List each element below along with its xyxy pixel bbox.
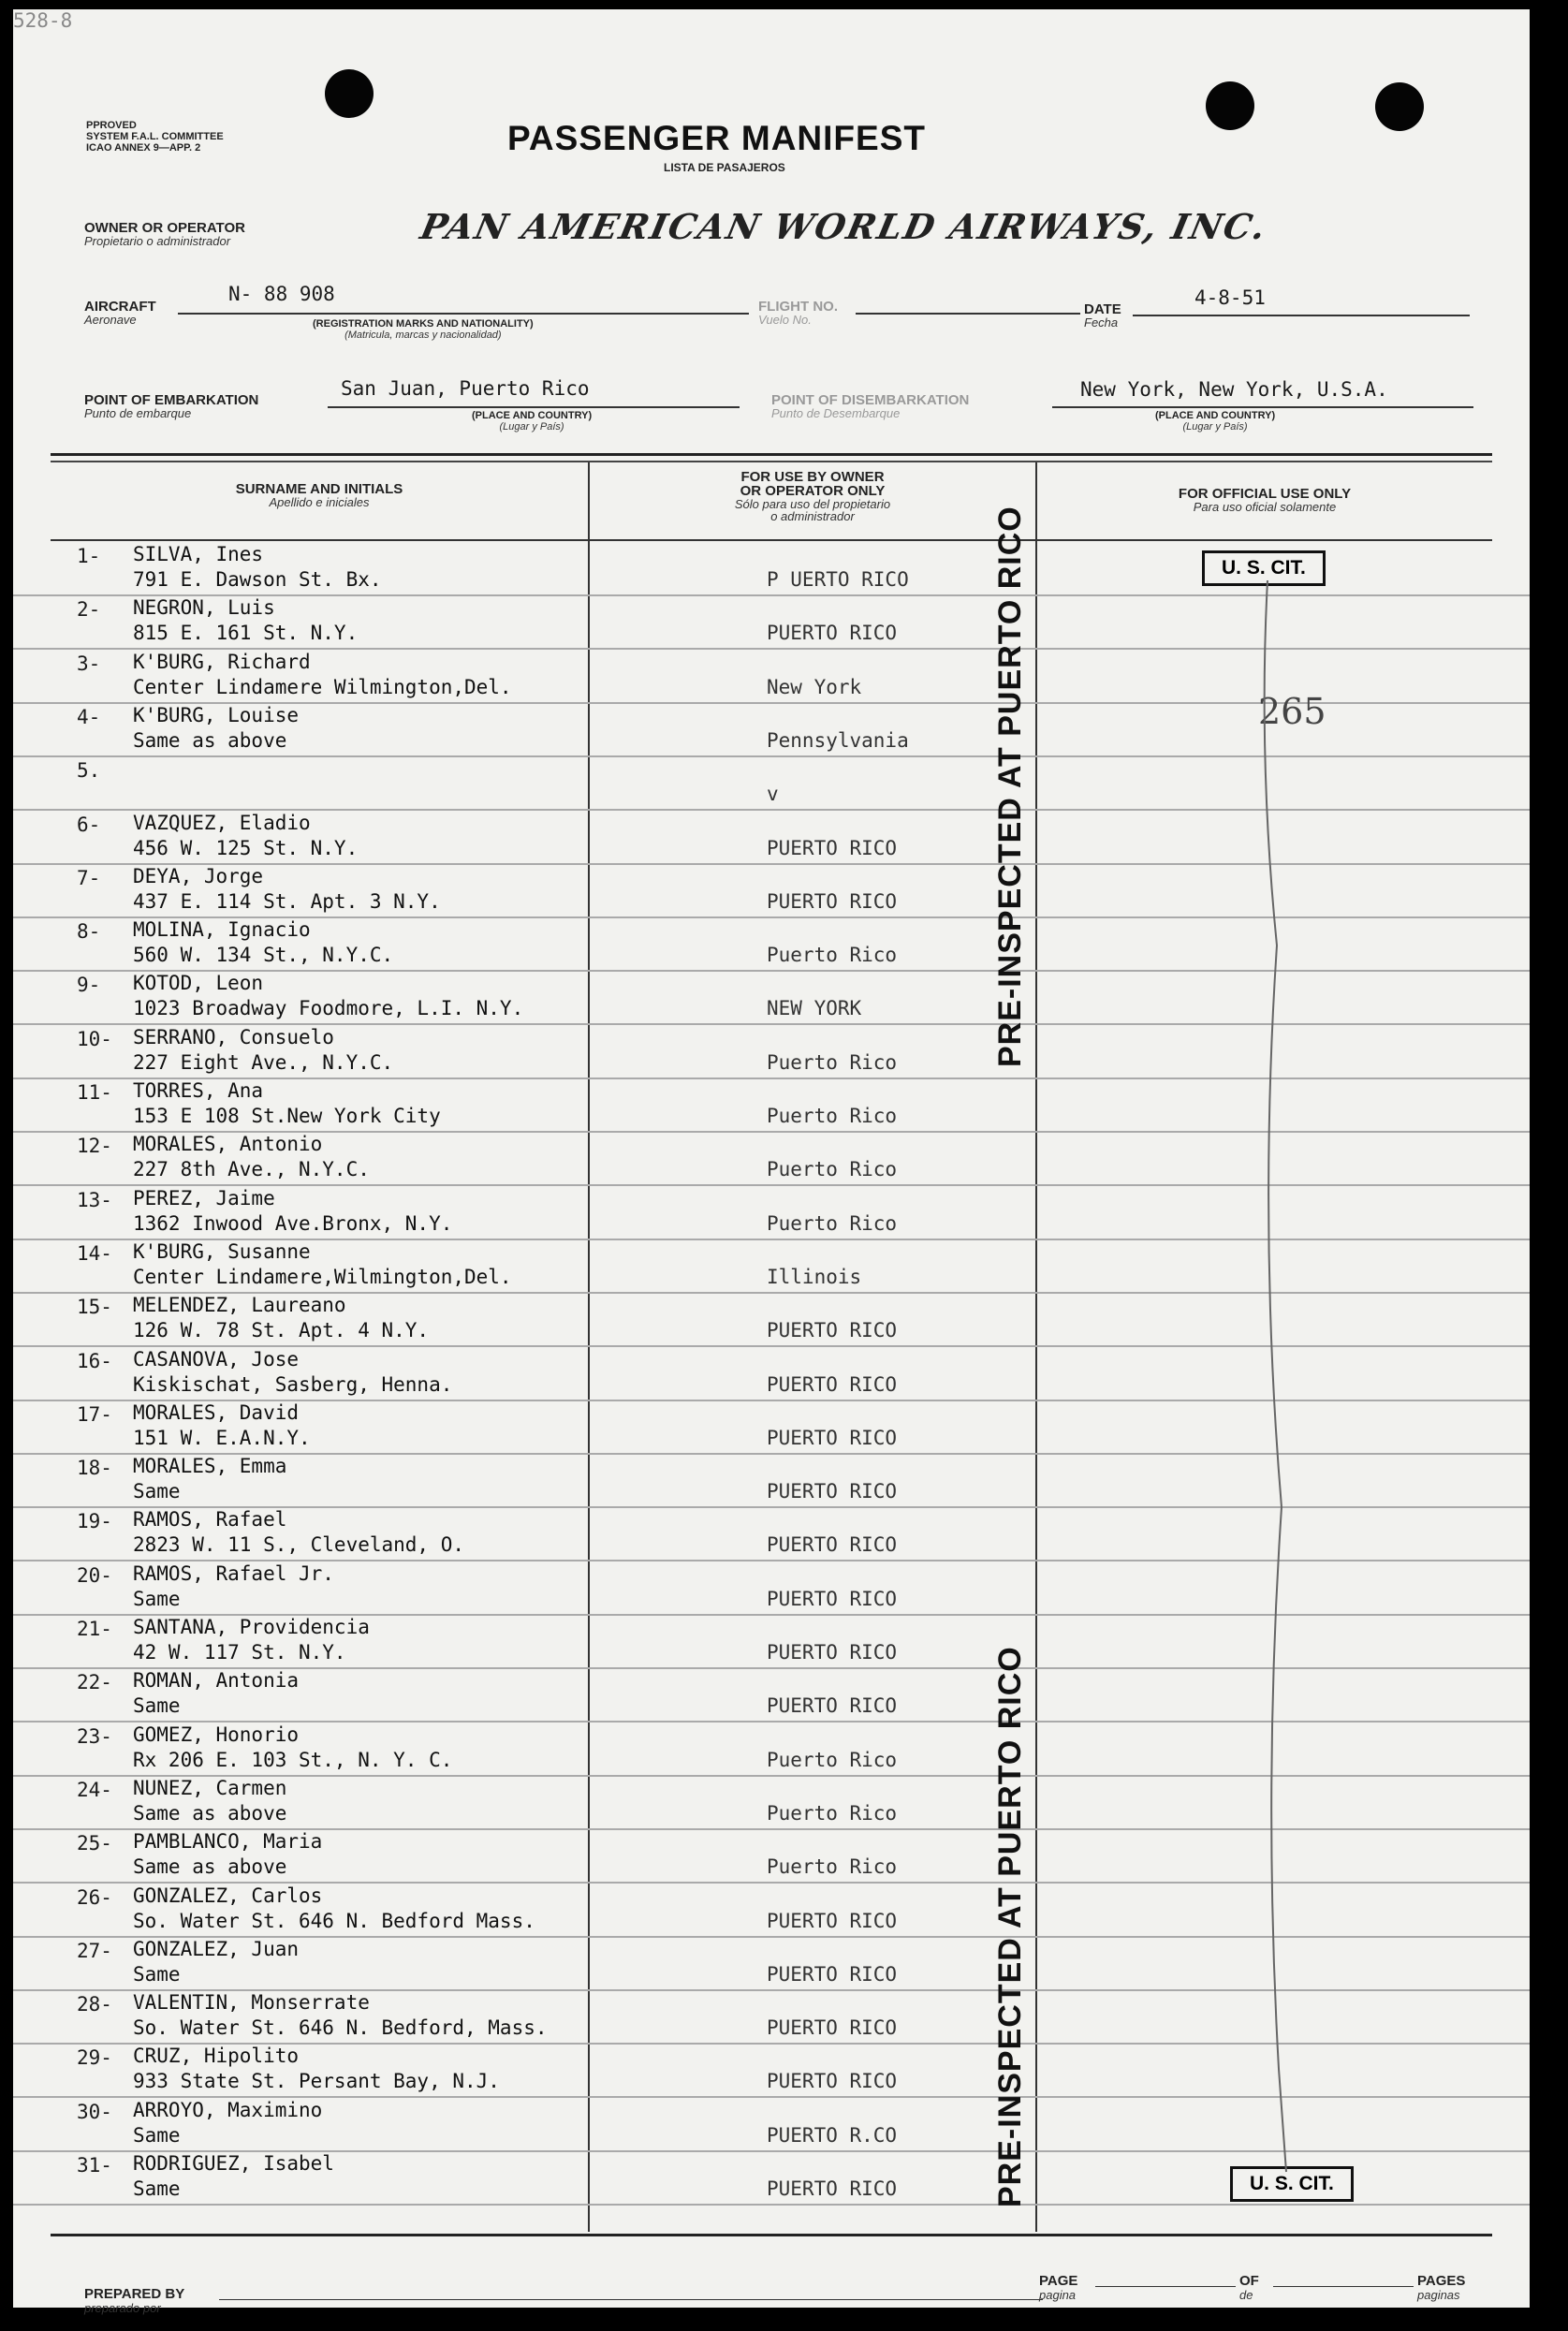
disembark-place-label: (PLACE AND COUNTRY) [1155, 410, 1276, 421]
col3-title: FOR OFFICIAL USE ONLY [1178, 486, 1352, 502]
owner-label: OWNER OR OPERATOR [84, 220, 245, 236]
passenger-name: CRUZ, Hipolito [133, 2045, 300, 2068]
passenger-number: 28- [77, 1993, 112, 2016]
page-title: PASSENGER MANIFEST [507, 119, 926, 157]
passenger-citizenship: New York [767, 675, 862, 698]
col2-header [590, 470, 1035, 522]
page-label-block [1039, 2273, 1077, 2301]
passenger-number: 23- [77, 1724, 112, 1748]
passenger-citizenship: PUERTO R.CO [767, 2123, 898, 2147]
embark-label-block [84, 393, 258, 419]
passenger-address: 2823 W. 11 S., Cleveland, O. [133, 1533, 465, 1557]
passenger-number: 19- [77, 1510, 112, 1533]
passenger-citizenship: Pennsylvania [767, 728, 909, 752]
passenger-number: 8- [77, 920, 101, 944]
date-label-es: Fecha [1084, 315, 1119, 330]
disembark-underline [1052, 406, 1473, 408]
passenger-citizenship: Puerto Rico [767, 1105, 898, 1127]
passenger-name: MELENDEZ, Laureano [133, 1294, 346, 1317]
passenger-address: Same as above [133, 728, 287, 752]
passenger-citizenship: PUERTO RICO [767, 2070, 898, 2093]
passenger-number: 22- [77, 1671, 112, 1694]
passenger-name: NEGRON, Luis [133, 596, 275, 620]
passenger-address: 560 W. 134 St., N.Y.C. [133, 944, 394, 967]
passenger-number: 18- [77, 1457, 112, 1480]
passenger-number: 29- [77, 2046, 112, 2070]
aircraft-value: N- 88 908 [228, 283, 335, 305]
punch-hole-right [1375, 82, 1424, 131]
passenger-address: Rx 206 E. 103 St., N. Y. C. [133, 1748, 453, 1771]
table-top-rule-2 [51, 461, 1492, 462]
date-underline [1133, 315, 1470, 316]
passenger-address: 153 E 108 St.New York City [133, 1105, 441, 1127]
passenger-number: 26- [77, 1885, 112, 1909]
passenger-citizenship: PUERTO RICO [767, 1372, 898, 1396]
passenger-name: NUNEZ, Carmen [133, 1776, 287, 1799]
passenger-name: MOLINA, Ignacio [133, 918, 311, 942]
passenger-number: 31- [77, 2154, 112, 2177]
table-bottom-rule [51, 2234, 1492, 2236]
passenger-name: ARROYO, Maximino [133, 2098, 323, 2121]
passenger-address: 151 W. E.A.N.Y. [133, 1426, 311, 1449]
passenger-citizenship: Puerto Rico [767, 1158, 898, 1181]
of-label: OF [1239, 2273, 1259, 2289]
passenger-name: K'BURG, Louise [133, 703, 300, 726]
passenger-address: Center Lindamere,Wilmington,Del. [133, 1265, 512, 1288]
table-top-rule [51, 453, 1492, 456]
approval-line-3: ICAO ANNEX 9—APP. 2 [86, 142, 201, 154]
passenger-address: 791 E. Dawson St. Bx. [133, 568, 382, 591]
passenger-address: 456 W. 125 St. N.Y. [133, 836, 359, 859]
passenger-name: TORRES, Ana [133, 1079, 264, 1102]
col2-title-es-2: o administrador [770, 509, 855, 523]
col1-header [51, 482, 588, 508]
passenger-address: Same [133, 2177, 181, 2200]
pre-inspected-stamp-bottom: PRE-INSPECTED AT PUERTO RICO [992, 1646, 1028, 2207]
pages-label-es: paginas [1417, 2288, 1460, 2302]
pre-inspected-stamp-top: PRE-INSPECTED AT PUERTO RICO [992, 506, 1028, 1067]
page-underline [1095, 2286, 1236, 2287]
col3-title-es: Para uso oficial solamente [1193, 500, 1337, 514]
disembark-place-block [1155, 410, 1275, 432]
approval-line-1: PPROVED [86, 120, 137, 131]
passenger-number: 15- [77, 1296, 112, 1319]
passenger-citizenship: PUERTO RICO [767, 622, 898, 645]
pages-label-block [1417, 2273, 1465, 2301]
passenger-name: SERRANO, Consuelo [133, 1025, 334, 1048]
of-underline [1273, 2286, 1414, 2287]
owner-value: PAN AMERICAN WORLD AIRWAYS, INC. [417, 206, 1271, 247]
passenger-citizenship: PUERTO RICO [767, 2016, 898, 2040]
approval-line-2: SYSTEM F.A.L. COMMITTEE [86, 131, 224, 142]
page-label: PAGE [1039, 2273, 1078, 2289]
passenger-name: GONZALEZ, Juan [133, 1937, 300, 1960]
passenger-citizenship: Puerto Rico [767, 1748, 898, 1771]
passenger-citizenship: PUERTO RICO [767, 1962, 898, 1986]
flight-label-block [758, 300, 838, 326]
passenger-citizenship: Puerto Rico [767, 1211, 898, 1235]
passenger-address: 1023 Broadway Foodmore, L.I. N.Y. [133, 997, 524, 1020]
passenger-address: 933 State St. Persant Bay, N.J. [133, 2070, 500, 2093]
passenger-address: 1362 Inwood Ave.Bronx, N.Y. [133, 1211, 453, 1235]
disembark-value: New York, New York, U.S.A. [1080, 378, 1388, 401]
passenger-number: 30- [77, 2100, 112, 2123]
handwritten-number: 265 [1258, 691, 1326, 732]
passenger-citizenship: PUERTO RICO [767, 1909, 898, 1932]
passenger-name: VALENTIN, Monserrate [133, 1991, 370, 2015]
passenger-number: 6- [77, 813, 101, 836]
passenger-number: 11- [77, 1081, 112, 1104]
passenger-name: PAMBLANCO, Maria [133, 1830, 323, 1854]
passenger-citizenship: Puerto Rico [767, 944, 898, 967]
prepared-by-label: PREPARED BY [84, 2286, 185, 2302]
passenger-citizenship: PUERTO RICO [767, 836, 898, 859]
passenger-citizenship: v [767, 783, 779, 806]
passenger-citizenship: Puerto Rico [767, 1050, 898, 1074]
owner-label-es: Propietario o administrador [84, 234, 231, 248]
passenger-number: 13- [77, 1188, 112, 1211]
flight-label: FLIGHT NO. [758, 299, 838, 315]
passenger-address: 42 W. 117 St. N.Y. [133, 1641, 346, 1664]
date-label: DATE [1084, 301, 1121, 317]
passenger-address: Same [133, 1694, 181, 1718]
passenger-citizenship: NEW YORK [767, 997, 862, 1020]
passenger-name: SILVA, Ines [133, 543, 264, 565]
passenger-number: 25- [77, 1832, 112, 1855]
col2-title-1: FOR USE BY OWNER [740, 469, 885, 485]
passenger-number: 10- [77, 1027, 112, 1050]
passenger-citizenship: PUERTO RICO [767, 1641, 898, 1664]
passenger-address: So. Water St. 646 N. Bedford, Mass. [133, 2016, 548, 2040]
passenger-number: 2- [77, 598, 101, 622]
col2-title-es-1: Sólo para uso del propietario [734, 497, 891, 511]
flight-underline [856, 313, 1080, 315]
passenger-number: 24- [77, 1778, 112, 1801]
col2-title-2: OR OPERATOR ONLY [740, 483, 886, 499]
passenger-number: 1- [77, 545, 101, 567]
passenger-citizenship: PUERTO RICO [767, 1694, 898, 1718]
us-cit-stamp-bottom: U. S. CIT. [1230, 2166, 1354, 2202]
aircraft-label-block [84, 300, 156, 326]
passenger-citizenship: P UERTO RICO [767, 568, 909, 591]
passenger-number: 5. [77, 759, 101, 783]
handwritten-bracket-line [1230, 571, 1305, 2181]
passenger-number: 20- [77, 1563, 112, 1587]
embark-place-block [472, 410, 592, 432]
passenger-address: Same [133, 1587, 181, 1610]
passenger-number: 3- [77, 652, 101, 675]
registration-label: (REGISTRATION MARKS AND NATIONALITY) [313, 318, 534, 330]
passenger-name: MORALES, Emma [133, 1455, 287, 1478]
passenger-number: 14- [77, 1241, 112, 1265]
passenger-address: Same [133, 2123, 181, 2147]
of-label-block [1239, 2273, 1259, 2301]
passenger-address: 815 E. 161 St. N.Y. [133, 622, 359, 645]
passenger-citizenship: PUERTO RICO [767, 889, 898, 913]
passenger-number: 4- [77, 705, 101, 728]
embark-label-es: Punto de embarque [84, 406, 192, 420]
embark-value: San Juan, Puerto Rico [341, 377, 590, 400]
disembark-place-label-es: (Lugar y País) [1182, 421, 1248, 432]
passenger-name: KOTOD, Leon [133, 972, 264, 995]
passenger-name: ROMAN, Antonia [133, 1669, 300, 1693]
passenger-address: 437 E. 114 St. Apt. 3 N.Y. [133, 889, 441, 913]
disembark-label: POINT OF DISEMBARKATION [771, 392, 970, 408]
passenger-name: DEYA, Jorge [133, 864, 264, 887]
passenger-number: 7- [77, 866, 101, 889]
embark-label: POINT OF EMBARKATION [84, 392, 259, 408]
embark-underline [328, 406, 740, 408]
passenger-number: 21- [77, 1618, 112, 1640]
passenger-citizenship: PUERTO RICO [767, 1319, 898, 1342]
passenger-number: 16- [77, 1349, 112, 1372]
flight-value: 528-8 [13, 9, 73, 32]
us-cit-stamp-top: U. S. CIT. [1202, 550, 1326, 586]
manifest-sheet [13, 9, 1530, 2315]
passenger-number: 27- [77, 1939, 112, 1962]
passenger-name: GOMEZ, Honorio [133, 1723, 300, 1746]
disembark-label-block [771, 393, 969, 419]
passenger-address: 227 8th Ave., N.Y.C. [133, 1158, 370, 1181]
passenger-name: SANTANA, Providencia [133, 1616, 370, 1638]
punch-hole-left [325, 69, 374, 118]
passenger-address: So. Water St. 646 N. Bedford Mass. [133, 1909, 535, 1932]
col1-title-es: Apellido e iniciales [269, 495, 370, 509]
page-subtitle: LISTA DE PASAJEROS [664, 161, 785, 174]
passenger-citizenship: PUERTO RICO [767, 1480, 898, 1503]
of-label-es: de [1239, 2288, 1253, 2302]
passenger-citizenship: PUERTO RICO [767, 1426, 898, 1449]
aircraft-label: AIRCRAFT [84, 299, 156, 315]
pages-label: PAGES [1417, 2273, 1466, 2289]
prepared-by-underline [219, 2299, 1043, 2300]
col1-title: SURNAME AND INITIALS [235, 481, 403, 497]
passenger-name: MORALES, David [133, 1400, 300, 1424]
registration-label-block [313, 318, 534, 341]
passenger-name: RAMOS, Rafael Jr. [133, 1561, 334, 1585]
passenger-name: RODRIGUEZ, Isabel [133, 2152, 334, 2175]
passenger-address: Center Lindamere Wilmington,Del. [133, 675, 512, 698]
passenger-name: MORALES, Antonio [133, 1133, 323, 1156]
punch-hole-mid [1206, 81, 1254, 130]
passenger-address: Same [133, 1962, 181, 1986]
prepared-by-block [84, 2286, 184, 2314]
passenger-citizenship: PUERTO RICO [767, 2177, 898, 2200]
flight-label-es: Vuelo No. [758, 313, 812, 327]
passenger-number: 17- [77, 1402, 112, 1426]
date-value: 4-8-51 [1194, 286, 1266, 309]
date-label-block [1084, 302, 1121, 329]
aircraft-underline [178, 313, 749, 315]
passenger-name: K'BURG, Richard [133, 650, 311, 673]
passenger-citizenship: Illinois [767, 1265, 862, 1288]
embark-place-label: (PLACE AND COUNTRY) [472, 410, 593, 421]
embark-place-label-es: (Lugar y País) [499, 421, 564, 432]
page-label-es: pagina [1039, 2288, 1077, 2302]
passenger-citizenship: Puerto Rico [767, 1801, 898, 1825]
prepared-by-label-es: preparado por [84, 2301, 161, 2315]
passenger-address: Same as above [133, 1801, 287, 1825]
passenger-citizenship: PUERTO RICO [767, 1587, 898, 1610]
passenger-name: PEREZ, Jaime [133, 1186, 275, 1209]
passenger-name: RAMOS, Rafael [133, 1508, 287, 1532]
passenger-address: Kiskischat, Sasberg, Henna. [133, 1372, 453, 1396]
passenger-address: 126 W. 78 St. Apt. 4 N.Y. [133, 1319, 430, 1342]
disembark-label-es: Punto de Desembarque [771, 406, 901, 420]
approval-block [86, 120, 224, 154]
passenger-name: CASANOVA, Jose [133, 1347, 300, 1371]
passenger-citizenship: Puerto Rico [767, 1855, 898, 1879]
registration-label-es: (Matricula, marcas y nacionalidad) [344, 330, 502, 341]
passenger-citizenship: PUERTO RICO [767, 1533, 898, 1557]
passenger-name: K'BURG, Susanne [133, 1239, 311, 1263]
passenger-address: Same [133, 1480, 181, 1503]
passenger-number: 12- [77, 1135, 112, 1158]
aircraft-label-es: Aeronave [84, 313, 137, 327]
passenger-address: 227 Eight Ave., N.Y.C. [133, 1050, 394, 1074]
passenger-address: Same as above [133, 1855, 287, 1879]
passenger-name: GONZALEZ, Carlos [133, 1884, 323, 1907]
passenger-number: 9- [77, 974, 101, 997]
col3-header [1037, 487, 1492, 513]
passenger-name: VAZQUEZ, Eladio [133, 811, 311, 834]
owner-label-block [84, 221, 245, 247]
